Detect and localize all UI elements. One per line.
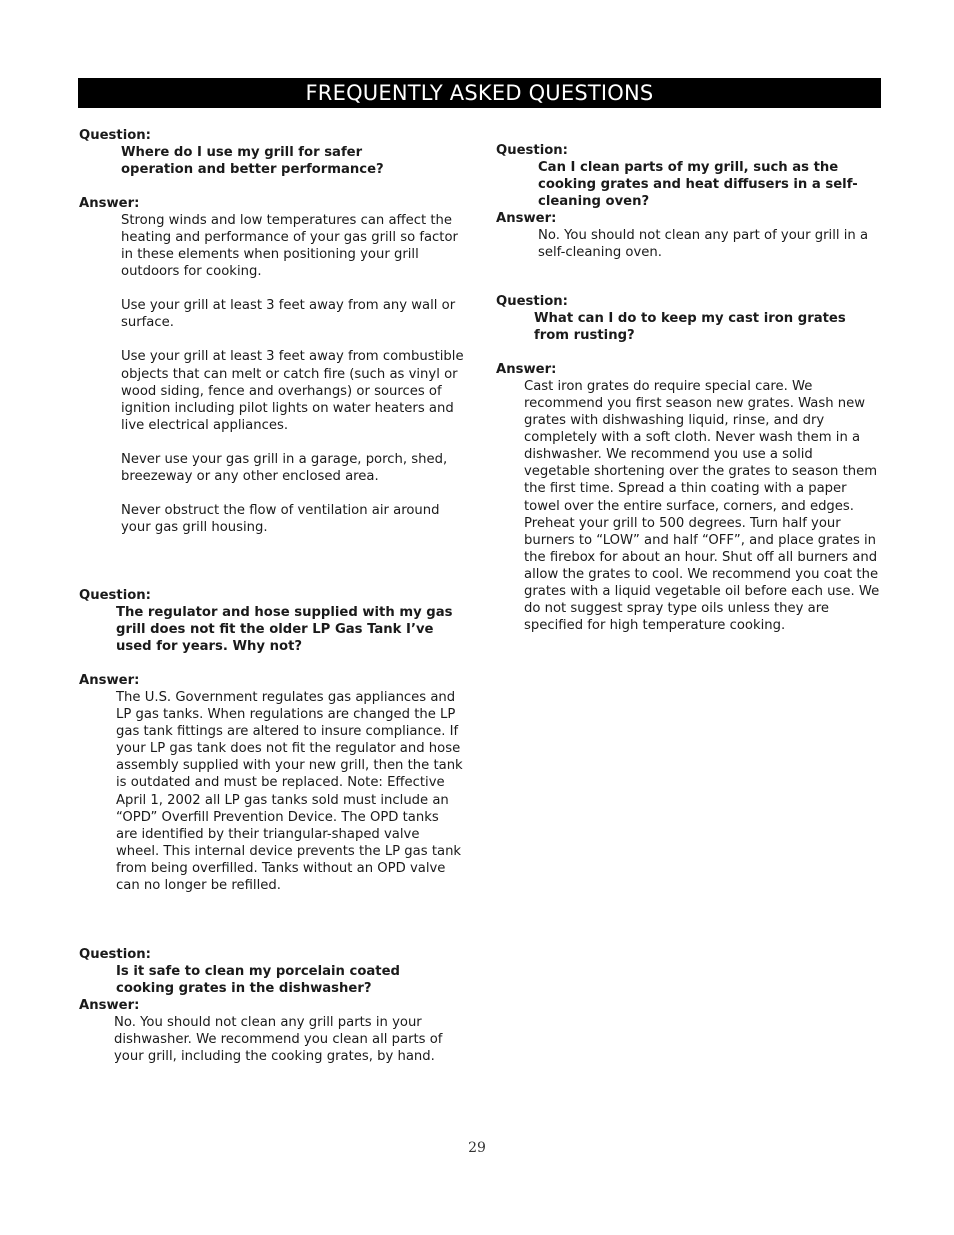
question-text: What can I do to keep my cast iron grates from rusting? [534, 311, 846, 344]
answer-text [538, 227, 881, 261]
answer-paragraph: No. You should not clean any grill parts in your dishwasher. We recommend you clean all parts of your grill, including the cooking grates, by hand. [114, 1015, 443, 1065]
answer-paragraph: Cast iron grates do require special care. We recommend you first season new grates. Wash new grates with dishwashing liquid, rinse, and dry completely with a soft cloth. Never wash them in a dishwasher. We recommend you use a solid vegetable shortening over the grates to season them the first time. Spread a thin coating with a paper towel over the entire surface, corners, and edges. Preheat your grill to 500 degrees. Turn half your burners to “LOW” and half “OFF”, and place grates in the firebox for about an hour. Shut off all burners and allow the grates to cool. We recommend you coat the grates with a liquid vegetable oil before each use. We do not suggest spray type oils unless they are specified for high temperature cooking. [524, 379, 880, 633]
answer-paragraph: The U.S. Government regulates gas appliances and LP gas tanks. When regulations are changed the LP gas tank fittings are altered to insure compliance. If your LP gas tank does not fit the regulator and hose assembly supplied with your new grill, then the tank is outdated and must be replaced. Note: Effective April 1, 2002 all LP gas tanks sold must include an “OPD” Overfill Prevention Device. The OPD tanks are identified by their triangular-shaped valve wheel. This internal device prevents the LP gas tank from being overfilled. Tanks without an OPD valve can no longer be refilled. [116, 690, 463, 893]
question-label: Question: [79, 128, 151, 143]
answer-label: Answer: [79, 998, 140, 1014]
answer-text [116, 689, 464, 894]
answer-paragraph: Never obstruct the flow of ventilation air around your gas grill housing. [121, 502, 440, 535]
faq-item [496, 142, 881, 261]
answer-text [121, 212, 464, 536]
answer-label: Answer: [79, 673, 140, 689]
faq-item [79, 587, 464, 894]
answer-paragraph: Never use your gas grill in a garage, porch, shed, breezeway or any other enclosed area. [121, 451, 448, 484]
question-text: Where do I use my grill for safer operation and better performance? [121, 145, 384, 178]
answer-text [524, 378, 881, 634]
answer-paragraph: Strong winds and low temperatures can affect the heating and performance of your gas grill so factor in these elements when positioning your grill outdoors for cooking. [121, 213, 458, 280]
question-label: Question: [496, 143, 568, 158]
question-label: Question: [79, 588, 151, 603]
answer-text [114, 1014, 459, 1065]
page-number: 29 [468, 1140, 486, 1156]
answer-paragraph: Use your grill at least 3 feet away from combustible objects that can melt or catch fire (such as vinyl or wood siding, fence and overhangs) or sources of ignition including pilot lights on water heaters and live electrical appliances. [121, 349, 464, 433]
answer-paragraph: No. You should not clean any part of your grill in a self-cleaning oven. [538, 228, 869, 261]
faq-item [79, 946, 464, 1065]
answer-label: Answer: [79, 196, 140, 212]
faq-item [496, 293, 881, 634]
question-label: Question: [79, 947, 151, 962]
faq-item [79, 127, 464, 536]
question-text: Is it safe to clean my porcelain coated cooking grates in the dishwasher? [116, 964, 400, 997]
question-text: Can I clean parts of my grill, such as the cooking grates and heat diffusers in a self-cleaning oven? [538, 160, 858, 210]
answer-paragraph: Use your grill at least 3 feet away from any wall or surface. [121, 298, 456, 331]
question-label: Question: [496, 294, 568, 309]
answer-label: Answer: [496, 211, 557, 227]
page-title: FREQUENTLY ASKED QUESTIONS [78, 78, 881, 108]
question-text: The regulator and hose supplied with my gas grill does not fit the older LP Gas Tank I’ve used for years. Why not? [116, 605, 453, 655]
answer-label: Answer: [496, 362, 557, 378]
